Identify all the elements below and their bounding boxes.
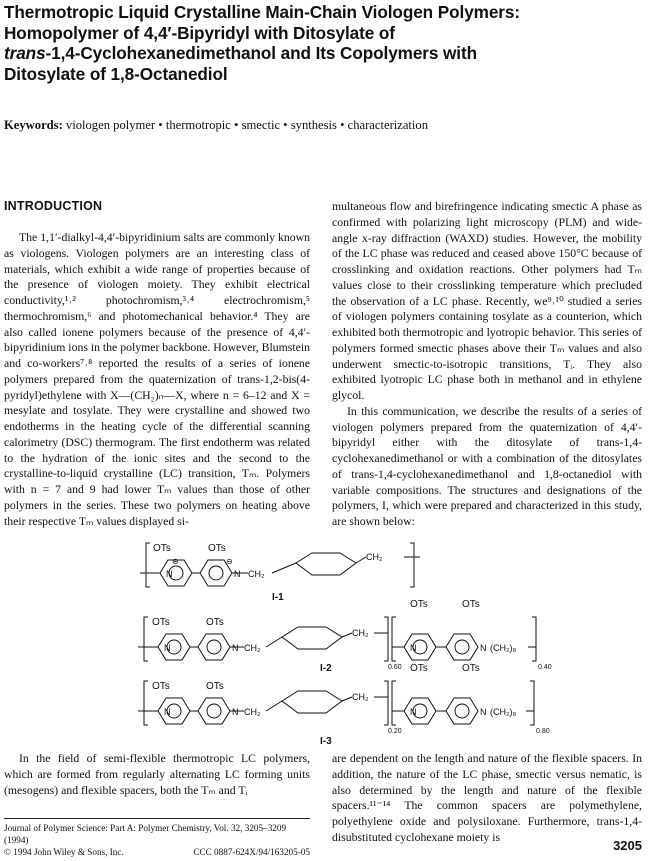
title-trans-italic: trans: [4, 43, 46, 63]
intro-paragraph-1-continued: multaneous flow and birefringence indicating smectic A phase as confirmed with polarizing light microscopy (PLM) and wide-angle x-ray diffraction (WAXD) studies. However, the mobility of the LC phase was reduced and ceased above 150°C because of crosslinking and oxidation reactions. Other polymers had Tₘ values close to their crosslinking temperature which precluded the observation of a LC phase. Recently, we⁹˒¹⁰ studied a series of viologen polymers containing tosylate as a counterion, which exhibited both thermotropic and lyotropic behavior. This series of polymers formed smectic phases above their Tₘ values and also underwent smectic-to-isotropic transitions, Tᵢ. They also exhibited lyotropic LC phase both in methanol and in ethylene glycol.: [332, 200, 642, 402]
keywords: [4, 118, 644, 133]
i1-minus-2: ⊖: [226, 557, 233, 566]
structure-i-2: [138, 599, 552, 674]
structure-i-3: [138, 663, 550, 747]
i1-ots-1: OTs: [153, 543, 171, 554]
footer-copyright: © 1994 John Wiley & Sons, Inc.: [4, 847, 124, 857]
intro-paragraph-2: In this communication, we describe the results of a series of viologen polymers prepared from the quaternization of 4,4′-bipyridyl either with the ditosylate of trans-1,4-cyclohexanedimethanol or with a combination of the ditosylates of trans-1,4-cyclohexanedimethanol and 1,8-octanediol with variable compositions. The structures and designations of the polymers, I, which were prepared and characterized in this study, are shown below:: [332, 404, 642, 528]
article-title: [4, 2, 644, 84]
i1-minus-1: ⊖: [172, 557, 179, 566]
i2-subscript-2: 0.40: [538, 664, 552, 671]
keywords-label: Keywords:: [4, 118, 63, 132]
polymer-structures-scheme: [0, 535, 650, 747]
bottom-left-column: [4, 751, 310, 798]
footer-journal: Journal of Polymer Science: Part A: Polymer Chemistry, Vol. 32, 3205–3209 (1994): [4, 823, 287, 845]
i2-n-1: N: [164, 643, 171, 653]
section-heading-introduction: INTRODUCTION: [4, 199, 103, 213]
i2-chain: (CH₂)₈: [490, 643, 517, 653]
page-footer: [4, 818, 310, 858]
i3-n-4: N: [480, 707, 487, 717]
i3-subscript-1: 0.20: [388, 728, 402, 735]
i2-n-4: N: [480, 643, 487, 653]
i3-n-3: N: [410, 707, 417, 717]
structure-i-1: [140, 543, 420, 603]
i2-subscript-1: 0.60: [388, 664, 402, 671]
label-i-3: I-3: [320, 736, 332, 747]
bottom-right-paragraph: are dependent on the length and nature of the flexible spacers. In addition, the nature of the LC phase, smectic versus nematic, is also determined by the length and nature of the flexible spacers.¹¹⁻¹⁴ The common spacers are polymethylene, polyethylene oxide and polysiloxane. Furthermore, trans-1,4-disubstituted cyclohexane moiety is: [332, 752, 642, 844]
title-line-1: Thermotropic Liquid Crystalline Main-Chain Viologen Polymers:: [4, 2, 520, 22]
page-number: 3205: [613, 838, 642, 853]
title-line-3-rest: -1,4-Cyclohexanedimethanol and Its Copolymers with: [45, 43, 477, 63]
i3-ots-1: OTs: [152, 681, 170, 692]
bottom-right-column: [332, 751, 642, 846]
left-column: [4, 230, 310, 529]
title-line-4: Ditosylate of 1,8-Octanediol: [4, 63, 228, 84]
i3-n-1: N: [164, 707, 171, 717]
right-column: [332, 199, 642, 530]
keywords-text: viologen polymer • thermotropic • smectic • synthesis • characterization: [65, 118, 429, 132]
i3-n-2: N: [232, 707, 239, 717]
i3-ots-3: OTs: [410, 663, 428, 674]
i2-n-2: N: [232, 643, 239, 653]
i2-ots-3: OTs: [410, 599, 428, 610]
i2-n-3: N: [410, 643, 417, 653]
i1-ch2-1: CH₂: [248, 569, 265, 579]
i3-ots-4: OTs: [462, 663, 480, 674]
intro-paragraph-1: The 1,1′-dialkyl-4,4′-bipyridinium salts are commonly known as viologens. Viologen polymers are an interesting class of materials, which exhibit a wide range of properties because of the presence of viologen moiety. They exhibit electrical conductivity,¹˒² photochromism,³˒⁴ electrochromism,⁵ thermochromism,⁶ and photomechanical behavior.⁴ They are also called ionene polymers because of the presence of 4,4′-bipyridinium ions in the polymer backbone. However, Blumstein and co-workers⁷˒⁸ reported the results of a series of ionene polymers prepared from the quaternization of trans-1,2-bis(4-pyridyl)ethylene with X—(CH₂)ₙ—X, where n = 6–12 and X = mesylate and tosylate. They were crystalline and showed two endotherms in the heating cycle of the differential scanning calorimetry (DSC) thermogram. The first endotherm was related to the hydration of the ionic sites and the second to the crystalline-to-liquid crystalline (LC) transition, Tₘ. Polymers with n = 7 and 9 had lower Tₘ values than those of other polymers in the series. These two polymers on heating above their respective Tₘ values displayed si-: [4, 231, 310, 528]
i2-ots-4: OTs: [462, 599, 480, 610]
label-i-1: I-1: [272, 592, 284, 603]
i1-ots-2: OTs: [208, 543, 226, 554]
i2-ch2-2: CH₂: [352, 628, 369, 638]
title-line-3: [4, 43, 644, 64]
i3-ch2-2: CH₂: [352, 692, 369, 702]
i3-chain: (CH₂)₈: [490, 707, 517, 717]
i2-ch2-1: CH₂: [244, 643, 261, 653]
i3-subscript-2: 0.80: [536, 728, 550, 735]
bottom-left-paragraph: In the field of semi-flexible thermotropic LC polymers, which are formed from regularly alternating LC forming units (mesogens) and flexible spacers, both the Tₘ and Tᵢ: [4, 752, 310, 797]
i3-ots-2: OTs: [206, 681, 224, 692]
i2-ots-1: OTs: [152, 617, 170, 628]
i2-ots-2: OTs: [206, 617, 224, 628]
label-i-2: I-2: [320, 663, 332, 674]
i1-n-2: N: [234, 569, 241, 579]
i1-ch2-2: CH₂: [366, 552, 383, 562]
title-line-2: Homopolymer of 4,4′-Bipyridyl with Ditosylate of: [4, 22, 395, 43]
i3-ch2-1: CH₂: [244, 707, 261, 717]
i1-n-1: N: [166, 569, 173, 579]
footer-ccc: CCC 0887-624X/94/163205-05: [193, 847, 310, 857]
